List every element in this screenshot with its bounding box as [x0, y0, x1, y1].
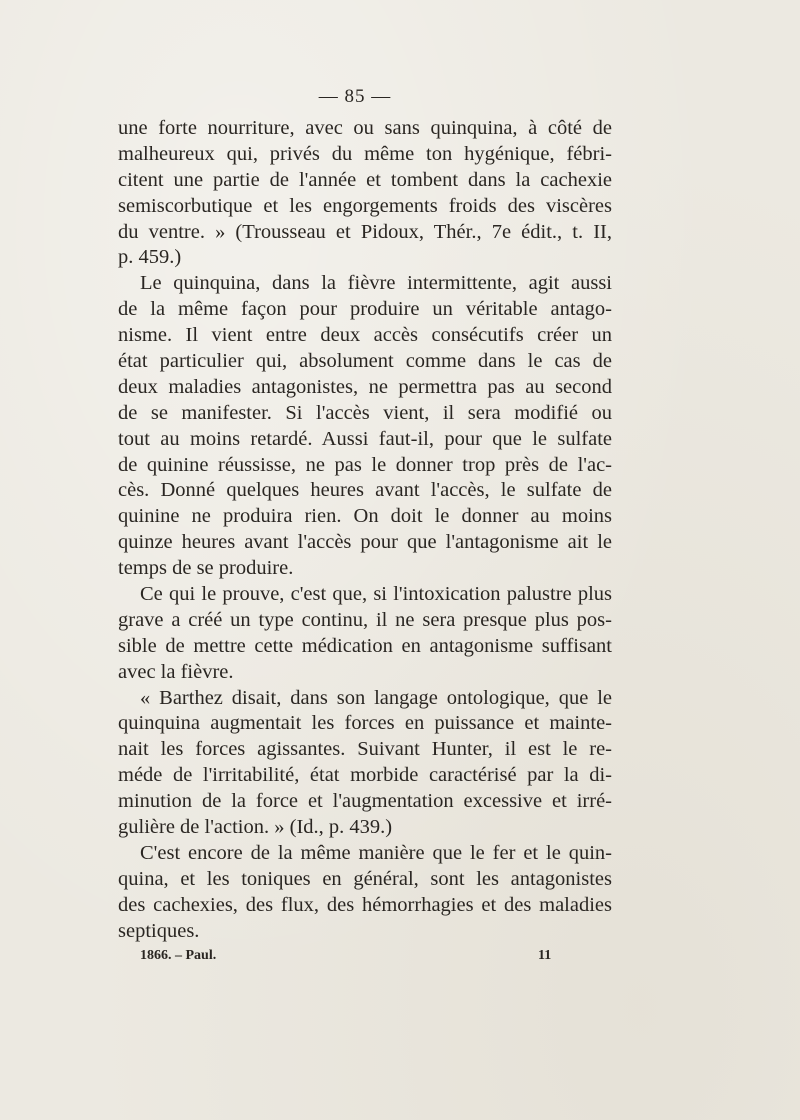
- text-line: « Barthez disait, dans son langage ontologique, que le: [140, 686, 612, 709]
- text-line: méde de l'irritabilité, état morbide caractérisé par la di-: [118, 764, 612, 787]
- text-line: Le quinquina, dans la fièvre intermittente, agit aussi: [140, 272, 612, 295]
- text-line: de se manifester. Si l'accès vient, il sera modifié ou: [118, 401, 612, 424]
- text-line: de quinine réussisse, ne pas le donner trop près de l'ac-: [118, 453, 612, 476]
- text-line: avec la fièvre.: [118, 660, 234, 683]
- text-line: malheureux qui, privés du même ton hygénique, fébri-: [118, 142, 612, 165]
- text-line: sible de mettre cette médication en antagonisme suffisant: [118, 634, 612, 657]
- text-line: grave a créé un type continu, il ne sera presque plus pos-: [118, 608, 612, 631]
- text-line: quina, et les toniques en général, sont les antagonistes: [118, 867, 612, 890]
- text-line: temps de se produire.: [118, 557, 294, 580]
- text-line: semiscorbutique et les engorgements froids des viscères: [118, 194, 612, 217]
- text-line: septiques.: [118, 919, 200, 942]
- text-line: quinquina augmentait les forces en puissance et mainte-: [118, 712, 612, 735]
- text-line: citent une partie de l'année et tombent dans la cachexie: [118, 168, 612, 191]
- text-line: deux maladies antagonistes, ne permettra pas au second: [118, 375, 612, 398]
- text-line: nisme. Il vient entre deux accès consécutifs créer un: [118, 324, 612, 347]
- text-line: C'est encore de la même manière que le fer et le quin-: [140, 841, 612, 864]
- text-line: du ventre. » (Trousseau et Pidoux, Thér., 7e édit., t. II,: [118, 220, 612, 243]
- text-line: tout au moins retardé. Aussi faut-il, pour que le sulfate: [118, 427, 612, 450]
- page-number: — 85 —: [318, 86, 392, 107]
- text-line: gulière de l'action. » (Id., p. 439.): [118, 816, 393, 839]
- text-line: quinine ne produira rien. On doit le donner au moins: [118, 505, 612, 528]
- text-line: p. 459.): [118, 246, 182, 269]
- text-line: Ce qui le prouve, c'est que, si l'intoxication palustre plus: [140, 583, 612, 606]
- text-line: de la même façon pour produire un véritable antago-: [118, 298, 612, 321]
- text-line: quinze heures avant l'accès pour que l'antagonisme ait le: [118, 531, 612, 554]
- text-line: nait les forces agissantes. Suivant Hunter, il est le re-: [118, 738, 612, 761]
- text-line: état particulier qui, absolument comme dans le cas de: [118, 350, 612, 373]
- text-line: cès. Donné quelques heures avant l'accès, le sulfate de: [118, 479, 612, 502]
- signature-number: 11: [538, 948, 552, 963]
- printer-signature: 1866. – Paul.: [140, 948, 217, 963]
- text-line: minution de la force et l'augmentation excessive et irré-: [118, 790, 612, 813]
- text-line: une forte nourriture, avec ou sans quinquina, à côté de: [118, 117, 612, 139]
- body-text: [118, 116, 612, 945]
- text-line: des cachexies, des flux, des hémorrhagies et des maladies: [118, 893, 612, 916]
